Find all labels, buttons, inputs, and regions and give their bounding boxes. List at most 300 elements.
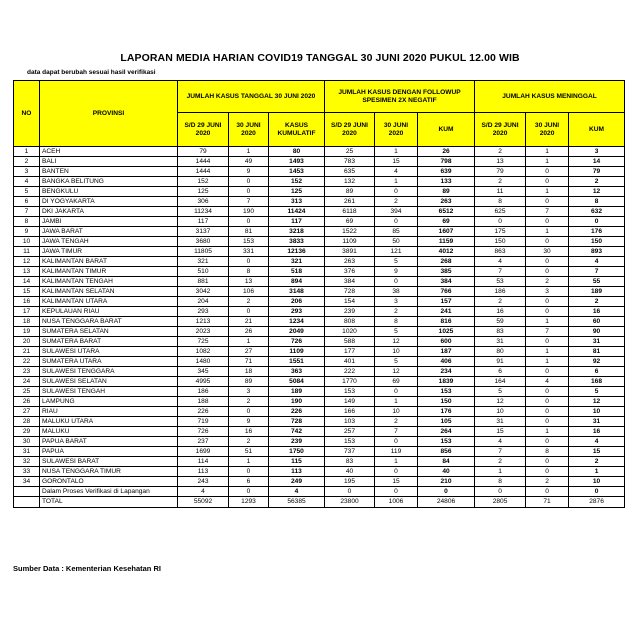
- table-row: [14, 167, 625, 177]
- row-no: 26: [14, 397, 40, 407]
- row-followup-30: 69: [375, 377, 418, 387]
- row-kasus-sd29: 1082: [178, 347, 229, 357]
- row-followup-kum: 406: [418, 357, 475, 367]
- row-kasus-kumulatif: 249: [269, 477, 325, 487]
- row-meninggal-sd29: 10: [475, 407, 526, 417]
- table-row: [14, 327, 625, 337]
- row-kasus-kumulatif: 742: [269, 427, 325, 437]
- row-meninggal-kum: 31: [569, 337, 625, 347]
- row-kasus-sd29: 152: [178, 177, 229, 187]
- row-meninggal-kum: 14: [569, 157, 625, 167]
- table-row: [14, 267, 625, 277]
- row-meninggal-30: 0: [526, 337, 569, 347]
- row-kasus-30: 7: [229, 197, 269, 207]
- header-kasus-30: 30 JUNI 2020: [229, 113, 269, 147]
- row-provinsi: SULAWESI TENGAH: [40, 387, 178, 397]
- row-followup-30: 121: [375, 247, 418, 257]
- row-followup-30: 5: [375, 357, 418, 367]
- row-kasus-30: 1: [229, 337, 269, 347]
- row-followup-30: 394: [375, 207, 418, 217]
- row-followup-sd29: 1109: [325, 237, 375, 247]
- row-kasus-sd29: 719: [178, 417, 229, 427]
- table-row: [14, 177, 625, 187]
- row-followup-kum: 153: [418, 437, 475, 447]
- row-meninggal-kum: 7: [569, 267, 625, 277]
- row-provinsi: JAWA BARAT: [40, 227, 178, 237]
- row-meninggal-kum: 0: [569, 217, 625, 227]
- row-kasus-sd29: 113: [178, 467, 229, 477]
- row-provinsi: KALIMANTAN SELATAN: [40, 287, 178, 297]
- row-kasus-kumulatif: 206: [269, 297, 325, 307]
- row-no: 30: [14, 437, 40, 447]
- row-followup-30: 2: [375, 417, 418, 427]
- row-followup-30: 0: [375, 187, 418, 197]
- row-followup-30: 85: [375, 227, 418, 237]
- row-provinsi: NUSA TENGGARA BARAT: [40, 317, 178, 327]
- row-meninggal-kum: 15: [569, 447, 625, 457]
- row-kasus-sd29: 4995: [178, 377, 229, 387]
- header-followup-30: 30 JUNI 2020: [375, 113, 418, 147]
- row-no: 23: [14, 367, 40, 377]
- row-provinsi: SULAWESI TENGGARA: [40, 367, 178, 377]
- row-kasus-30: 51: [229, 447, 269, 457]
- row-followup-30: 10: [375, 347, 418, 357]
- row-followup-kum: 105: [418, 417, 475, 427]
- row-meninggal-sd29: 5: [475, 387, 526, 397]
- row-kasus-30: 331: [229, 247, 269, 257]
- row-kasus-30: 2: [229, 437, 269, 447]
- row-followup-kum: 6512: [418, 207, 475, 217]
- row-followup-sd29: 1020: [325, 327, 375, 337]
- row-kasus-30: 0: [229, 487, 269, 497]
- row-followup-30: 2: [375, 197, 418, 207]
- row-kasus-kumulatif: 321: [269, 257, 325, 267]
- row-meninggal-sd29: 2: [475, 297, 526, 307]
- row-meninggal-sd29: 2: [475, 177, 526, 187]
- table-row: [14, 397, 625, 407]
- row-no: 14: [14, 277, 40, 287]
- row-followup-sd29: 89: [325, 187, 375, 197]
- row-kasus-sd29: 881: [178, 277, 229, 287]
- row-meninggal-kum: 4: [569, 257, 625, 267]
- row-followup-30: 4: [375, 167, 418, 177]
- row-meninggal-sd29: 186: [475, 287, 526, 297]
- row-kasus-kumulatif: 313: [269, 197, 325, 207]
- table-row: [14, 467, 625, 477]
- row-no: 28: [14, 417, 40, 427]
- row-followup-sd29: 635: [325, 167, 375, 177]
- total-followup-sd29: 23800: [325, 497, 375, 508]
- row-meninggal-sd29: 0: [475, 217, 526, 227]
- row-provinsi: DKI JAKARTA: [40, 207, 178, 217]
- row-no: 13: [14, 267, 40, 277]
- row-no: 6: [14, 197, 40, 207]
- row-kasus-kumulatif: 226: [269, 407, 325, 417]
- row-provinsi: BALI: [40, 157, 178, 167]
- row-meninggal-30: 1: [526, 347, 569, 357]
- row-meninggal-sd29: 6: [475, 367, 526, 377]
- header-meninggal-kum: KUM: [569, 113, 625, 147]
- table-row: [14, 417, 625, 427]
- row-followup-sd29: 132: [325, 177, 375, 187]
- row-followup-30: 2: [375, 307, 418, 317]
- total-row: [14, 497, 625, 508]
- row-followup-kum: 798: [418, 157, 475, 167]
- row-no: 27: [14, 407, 40, 417]
- row-followup-kum: 241: [418, 307, 475, 317]
- row-kasus-sd29: 11805: [178, 247, 229, 257]
- row-provinsi: BANTEN: [40, 167, 178, 177]
- row-provinsi: RIAU: [40, 407, 178, 417]
- row-kasus-kumulatif: 1234: [269, 317, 325, 327]
- row-meninggal-sd29: 625: [475, 207, 526, 217]
- table-row: [14, 447, 625, 457]
- row-no: 18: [14, 317, 40, 327]
- row-no: 20: [14, 337, 40, 347]
- row-provinsi: NUSA TENGGARA TIMUR: [40, 467, 178, 477]
- row-meninggal-kum: 0: [569, 487, 625, 497]
- row-followup-sd29: 153: [325, 387, 375, 397]
- row-kasus-30: 0: [229, 187, 269, 197]
- row-followup-sd29: 6118: [325, 207, 375, 217]
- row-meninggal-kum: 90: [569, 327, 625, 337]
- row-followup-sd29: 0: [325, 487, 375, 497]
- row-meninggal-kum: 5: [569, 387, 625, 397]
- row-followup-kum: 26: [418, 147, 475, 157]
- row-provinsi: BENGKULU: [40, 187, 178, 197]
- header-group-followup: JUMLAH KASUS DENGAN FOLLOWUP SPESIMEN 2X NEGATIF: [325, 81, 475, 113]
- row-followup-kum: 234: [418, 367, 475, 377]
- row-kasus-sd29: 125: [178, 187, 229, 197]
- row-meninggal-kum: 893: [569, 247, 625, 257]
- row-followup-kum: 816: [418, 317, 475, 327]
- row-followup-sd29: 384: [325, 277, 375, 287]
- row-kasus-sd29: 11234: [178, 207, 229, 217]
- row-meninggal-kum: 10: [569, 407, 625, 417]
- row-meninggal-kum: 16: [569, 427, 625, 437]
- row-provinsi: LAMPUNG: [40, 397, 178, 407]
- row-followup-sd29: 83: [325, 457, 375, 467]
- row-kasus-30: 2: [229, 397, 269, 407]
- row-meninggal-30: 8: [526, 447, 569, 457]
- row-kasus-kumulatif: 80: [269, 147, 325, 157]
- row-meninggal-kum: 1: [569, 467, 625, 477]
- row-kasus-30: 1: [229, 457, 269, 467]
- total-kasus-30: 1293: [229, 497, 269, 508]
- row-followup-30: 9: [375, 267, 418, 277]
- row-meninggal-sd29: 11: [475, 187, 526, 197]
- row-meninggal-sd29: 1: [475, 467, 526, 477]
- row-meninggal-kum: 12: [569, 187, 625, 197]
- row-kasus-30: 0: [229, 257, 269, 267]
- row-no: 34: [14, 477, 40, 487]
- row-meninggal-sd29: 53: [475, 277, 526, 287]
- row-meninggal-30: 0: [526, 397, 569, 407]
- row-provinsi: Dalam Proses Verifikasi di Lapangan: [40, 487, 178, 497]
- row-followup-30: 7: [375, 427, 418, 437]
- row-provinsi: GORONTALO: [40, 477, 178, 487]
- table-row: [14, 187, 625, 197]
- row-meninggal-30: 0: [526, 197, 569, 207]
- row-no: 9: [14, 227, 40, 237]
- row-kasus-30: 0: [229, 177, 269, 187]
- table-row: [14, 427, 625, 437]
- row-meninggal-sd29: 0: [475, 487, 526, 497]
- row-kasus-30: 81: [229, 227, 269, 237]
- row-kasus-kumulatif: 3148: [269, 287, 325, 297]
- row-followup-kum: 1607: [418, 227, 475, 237]
- row-kasus-30: 71: [229, 357, 269, 367]
- row-kasus-kumulatif: 117: [269, 217, 325, 227]
- row-meninggal-30: 0: [526, 177, 569, 187]
- row-meninggal-30: 0: [526, 167, 569, 177]
- row-kasus-kumulatif: 1750: [269, 447, 325, 457]
- row-followup-sd29: 261: [325, 197, 375, 207]
- row-followup-kum: 766: [418, 287, 475, 297]
- row-kasus-kumulatif: 189: [269, 387, 325, 397]
- row-kasus-30: 8: [229, 267, 269, 277]
- table-row: [14, 247, 625, 257]
- row-followup-30: 3: [375, 297, 418, 307]
- table-row: [14, 407, 625, 417]
- row-provinsi: BANGKA BELITUNG: [40, 177, 178, 187]
- row-followup-sd29: 149: [325, 397, 375, 407]
- row-kasus-kumulatif: 2049: [269, 327, 325, 337]
- row-meninggal-kum: 8: [569, 197, 625, 207]
- row-meninggal-kum: 176: [569, 227, 625, 237]
- row-kasus-kumulatif: 239: [269, 437, 325, 447]
- row-kasus-sd29: 725: [178, 337, 229, 347]
- row-followup-sd29: 166: [325, 407, 375, 417]
- total-meninggal-30: 71: [526, 497, 569, 508]
- table-row: [14, 387, 625, 397]
- row-no: 10: [14, 237, 40, 247]
- table-row: [14, 347, 625, 357]
- row-kasus-30: 0: [229, 467, 269, 477]
- row-kasus-30: 2: [229, 297, 269, 307]
- row-meninggal-sd29: 8: [475, 197, 526, 207]
- row-kasus-30: 26: [229, 327, 269, 337]
- row-meninggal-sd29: 164: [475, 377, 526, 387]
- table-header: [14, 81, 625, 147]
- row-kasus-30: 27: [229, 347, 269, 357]
- row-provinsi: JAWA TENGAH: [40, 237, 178, 247]
- row-meninggal-sd29: 83: [475, 327, 526, 337]
- row-followup-30: 38: [375, 287, 418, 297]
- table-row: [14, 367, 625, 377]
- row-meninggal-30: 30: [526, 247, 569, 257]
- row-kasus-30: 9: [229, 167, 269, 177]
- row-followup-sd29: 222: [325, 367, 375, 377]
- row-no: 8: [14, 217, 40, 227]
- row-kasus-30: 190: [229, 207, 269, 217]
- row-kasus-sd29: 188: [178, 397, 229, 407]
- row-kasus-sd29: 117: [178, 217, 229, 227]
- row-kasus-30: 16: [229, 427, 269, 437]
- row-provinsi: MALUKU: [40, 427, 178, 437]
- row-followup-30: 119: [375, 447, 418, 457]
- row-followup-kum: 856: [418, 447, 475, 457]
- row-meninggal-30: 1: [526, 227, 569, 237]
- header-provinsi: PROVINSI: [40, 81, 178, 147]
- row-kasus-sd29: 726: [178, 427, 229, 437]
- row-followup-30: 8: [375, 317, 418, 327]
- table-row: [14, 227, 625, 237]
- row-followup-kum: 89: [418, 187, 475, 197]
- row-kasus-sd29: 293: [178, 307, 229, 317]
- row-followup-kum: 210: [418, 477, 475, 487]
- table-row: [14, 337, 625, 347]
- row-meninggal-30: 0: [526, 367, 569, 377]
- row-meninggal-kum: 189: [569, 287, 625, 297]
- row-kasus-30: 49: [229, 157, 269, 167]
- row-no: 4: [14, 177, 40, 187]
- row-kasus-kumulatif: 12136: [269, 247, 325, 257]
- row-provinsi: KALIMANTAN UTARA: [40, 297, 178, 307]
- row-followup-kum: 4012: [418, 247, 475, 257]
- row-followup-sd29: 257: [325, 427, 375, 437]
- row-meninggal-sd29: 79: [475, 167, 526, 177]
- row-no: 32: [14, 457, 40, 467]
- row-kasus-30: 0: [229, 407, 269, 417]
- row-provinsi: KALIMANTAN TIMUR: [40, 267, 178, 277]
- row-kasus-kumulatif: 1109: [269, 347, 325, 357]
- row-kasus-30: 0: [229, 307, 269, 317]
- row-no: 33: [14, 467, 40, 477]
- row-meninggal-30: 0: [526, 307, 569, 317]
- row-no: 3: [14, 167, 40, 177]
- row-provinsi: DI YOGYAKARTA: [40, 197, 178, 207]
- table-row: [14, 157, 625, 167]
- row-kasus-sd29: 79: [178, 147, 229, 157]
- table-row: [14, 457, 625, 467]
- row-kasus-kumulatif: 115: [269, 457, 325, 467]
- row-meninggal-30: 0: [526, 257, 569, 267]
- row-kasus-30: 18: [229, 367, 269, 377]
- row-meninggal-30: 1: [526, 317, 569, 327]
- row-no: 19: [14, 327, 40, 337]
- row-meninggal-sd29: 31: [475, 417, 526, 427]
- row-followup-30: 0: [375, 277, 418, 287]
- row-followup-kum: 0: [418, 487, 475, 497]
- row-meninggal-30: 4: [526, 377, 569, 387]
- row-followup-kum: 84: [418, 457, 475, 467]
- row-meninggal-sd29: 12: [475, 397, 526, 407]
- table-row: [14, 277, 625, 287]
- row-provinsi: JAMBI: [40, 217, 178, 227]
- row-kasus-30: 3: [229, 387, 269, 397]
- row-no: 31: [14, 447, 40, 457]
- row-followup-sd29: 588: [325, 337, 375, 347]
- total-kasus-sd29: 55092: [178, 497, 229, 508]
- row-meninggal-kum: 55: [569, 277, 625, 287]
- row-meninggal-sd29: 7: [475, 447, 526, 457]
- row-kasus-sd29: 2023: [178, 327, 229, 337]
- row-meninggal-kum: 31: [569, 417, 625, 427]
- table-row: [14, 307, 625, 317]
- row-meninggal-30: 1: [526, 147, 569, 157]
- row-followup-30: 1: [375, 147, 418, 157]
- row-followup-sd29: 69: [325, 217, 375, 227]
- row-followup-sd29: 1522: [325, 227, 375, 237]
- table-row: [14, 297, 625, 307]
- row-meninggal-kum: 2: [569, 177, 625, 187]
- row-meninggal-30: 3: [526, 287, 569, 297]
- row-meninggal-kum: 3: [569, 147, 625, 157]
- row-followup-sd29: 40: [325, 467, 375, 477]
- row-followup-kum: 1159: [418, 237, 475, 247]
- row-provinsi: JAWA TIMUR: [40, 247, 178, 257]
- total-meninggal-sd29: 2805: [475, 497, 526, 508]
- row-followup-kum: 153: [418, 387, 475, 397]
- row-followup-30: 10: [375, 407, 418, 417]
- header-kasus-kumulatif: KASUS KUMULATIF: [269, 113, 325, 147]
- row-followup-30: 1: [375, 397, 418, 407]
- table-row: [14, 357, 625, 367]
- row-followup-kum: 264: [418, 427, 475, 437]
- row-meninggal-sd29: 31: [475, 337, 526, 347]
- row-meninggal-30: 0: [526, 407, 569, 417]
- row-followup-kum: 384: [418, 277, 475, 287]
- row-kasus-sd29: 1444: [178, 157, 229, 167]
- data-source: Sumber Data : Kementerian Kesehatan RI: [13, 564, 161, 573]
- verification-note: data dapat berubah sesuai hasil verifikasi: [27, 69, 156, 76]
- row-followup-sd29: 1770: [325, 377, 375, 387]
- row-kasus-sd29: 510: [178, 267, 229, 277]
- row-followup-kum: 150: [418, 397, 475, 407]
- row-kasus-sd29: 1444: [178, 167, 229, 177]
- row-kasus-sd29: 226: [178, 407, 229, 417]
- row-meninggal-sd29: 863: [475, 247, 526, 257]
- row-kasus-kumulatif: 3833: [269, 237, 325, 247]
- row-provinsi: SULAWESI BARAT: [40, 457, 178, 467]
- row-followup-sd29: 783: [325, 157, 375, 167]
- row-kasus-kumulatif: 5084: [269, 377, 325, 387]
- row-meninggal-30: 0: [526, 267, 569, 277]
- header-no: NO: [14, 81, 40, 147]
- row-meninggal-30: 1: [526, 357, 569, 367]
- table-row: [14, 477, 625, 487]
- row-followup-sd29: 103: [325, 417, 375, 427]
- row-followup-kum: 187: [418, 347, 475, 357]
- row-followup-kum: 157: [418, 297, 475, 307]
- row-followup-kum: 639: [418, 167, 475, 177]
- table-body: [14, 147, 625, 497]
- row-meninggal-30: 1: [526, 187, 569, 197]
- row-kasus-30: 0: [229, 217, 269, 227]
- row-meninggal-kum: 60: [569, 317, 625, 327]
- header-followup-sd29: S/D 29 JUNI 2020: [325, 113, 375, 147]
- row-kasus-sd29: 186: [178, 387, 229, 397]
- row-meninggal-30: 0: [526, 417, 569, 427]
- row-followup-sd29: 401: [325, 357, 375, 367]
- row-kasus-sd29: 204: [178, 297, 229, 307]
- row-provinsi: SULAWESI SELATAN: [40, 377, 178, 387]
- row-provinsi: SUMATERA BARAT: [40, 337, 178, 347]
- header-kasus-sd29: S/D 29 JUNI 2020: [178, 113, 229, 147]
- row-kasus-kumulatif: 1493: [269, 157, 325, 167]
- row-meninggal-kum: 81: [569, 347, 625, 357]
- total-kasus-kumulatif: 56385: [269, 497, 325, 508]
- row-followup-30: 0: [375, 487, 418, 497]
- table-row: [14, 197, 625, 207]
- row-meninggal-30: 7: [526, 327, 569, 337]
- row-meninggal-sd29: 2: [475, 147, 526, 157]
- row-followup-sd29: 239: [325, 307, 375, 317]
- row-kasus-30: 89: [229, 377, 269, 387]
- header-followup-kum: KUM: [418, 113, 475, 147]
- row-provinsi: ACEH: [40, 147, 178, 157]
